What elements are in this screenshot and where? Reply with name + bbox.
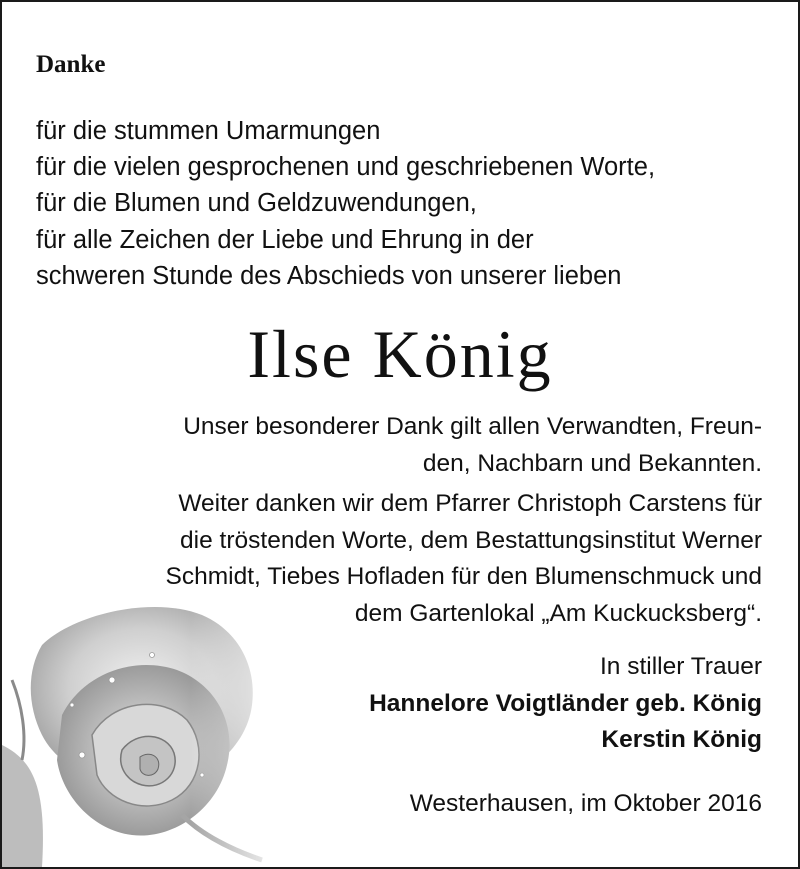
mourner-name: Hannelore Voigtländer geb. König: [369, 689, 762, 717]
intro-line: für alle Zeichen der Liebe und Ehrung in der: [36, 225, 534, 254]
intro-line: für die stummen Umarmungen: [36, 117, 381, 145]
thanks-paragraph-2: [166, 486, 762, 632]
intro-line: schweren Stunde des Abschieds von unserer lieben: [36, 261, 622, 290]
thanks-line: Unser besonderer Dank gilt allen Verwandten, Freun-: [183, 413, 762, 440]
intro-text: [36, 113, 655, 294]
heading-danke: Danke: [36, 51, 106, 78]
intro-line: für die vielen gesprochenen und geschriebenen Worte,: [36, 153, 656, 182]
thanks-paragraph-1: [183, 409, 762, 482]
thanks-line: Weiter danken wir dem Pfarrer Christoph Carstens für: [178, 490, 762, 517]
signoff-block: [369, 649, 762, 759]
thanks-line: dem Gartenlokal „Am Kuckucksberg“.: [354, 599, 762, 627]
intro-line: für die Blumen und Geldzuwendungen,: [36, 189, 477, 218]
place-date: [410, 786, 762, 823]
mourner-name: Kerstin König: [601, 726, 762, 753]
signoff-phrase: In stiller Trauer: [599, 653, 762, 680]
thanks-line: die tröstenden Worte, dem Bestattungsinstitut Werner: [180, 526, 762, 554]
thanks-line: Schmidt, Tiebes Hofladen für den Blumenschmuck und: [165, 563, 762, 590]
deceased-name: Ilse König: [247, 316, 553, 392]
thanks-line: den, Nachbarn und Bekannten.: [422, 449, 762, 477]
place-date-text: Westerhausen, im Oktober 2016: [409, 790, 762, 817]
